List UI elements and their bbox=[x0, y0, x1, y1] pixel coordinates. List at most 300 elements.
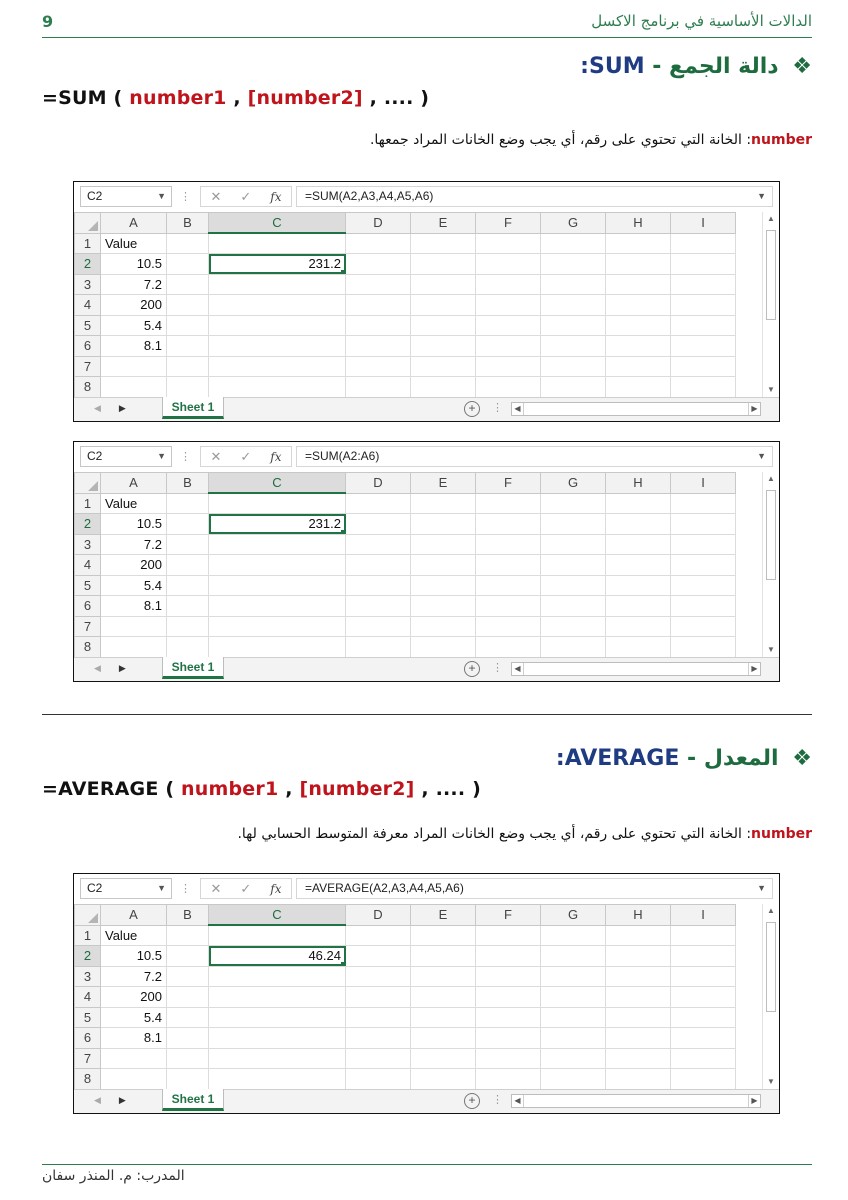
horizontal-scrollbar[interactable] bbox=[511, 662, 761, 676]
cell-g8[interactable] bbox=[541, 637, 606, 658]
cell-f7[interactable] bbox=[476, 1048, 541, 1069]
cell-d7[interactable] bbox=[346, 616, 411, 637]
cell-e2[interactable] bbox=[411, 946, 476, 967]
cell-f4[interactable] bbox=[476, 295, 541, 316]
cell-c2-selected[interactable]: 231.2 bbox=[209, 514, 346, 535]
row-header-8[interactable]: 8 bbox=[75, 637, 101, 658]
drag-handle-icon[interactable]: ⋮ bbox=[180, 451, 191, 463]
cell-c5[interactable] bbox=[209, 575, 346, 596]
cell-e4[interactable] bbox=[411, 295, 476, 316]
cell-f5[interactable] bbox=[476, 575, 541, 596]
cell-g5[interactable] bbox=[541, 575, 606, 596]
cell-a4[interactable]: 200 bbox=[101, 987, 167, 1008]
cell-g1[interactable] bbox=[541, 925, 606, 946]
cell-e4[interactable] bbox=[411, 555, 476, 576]
select-all-corner[interactable] bbox=[75, 905, 101, 926]
column-header-i[interactable]: I bbox=[671, 213, 736, 234]
column-header-g[interactable]: G bbox=[541, 905, 606, 926]
cell-b7[interactable] bbox=[167, 356, 209, 377]
cell-d2[interactable] bbox=[346, 946, 411, 967]
cell-e2[interactable] bbox=[411, 514, 476, 535]
cell-b6[interactable] bbox=[167, 596, 209, 617]
scroll-right-icon[interactable]: ▶ bbox=[748, 663, 760, 675]
row-header-3[interactable]: 3 bbox=[75, 966, 101, 987]
cell-c1[interactable] bbox=[209, 233, 346, 254]
scroll-thumb[interactable] bbox=[766, 490, 776, 580]
sheet-nav-icons[interactable]: ◀ ▶ bbox=[94, 663, 126, 673]
cell-f5[interactable] bbox=[476, 1007, 541, 1028]
cell-g2[interactable] bbox=[541, 254, 606, 275]
column-header-b[interactable]: B bbox=[167, 213, 209, 234]
cell-e5[interactable] bbox=[411, 1007, 476, 1028]
drag-handle-icon[interactable]: ⋮ bbox=[492, 662, 503, 674]
cell-f8[interactable] bbox=[476, 637, 541, 658]
scroll-thumb[interactable] bbox=[766, 230, 776, 320]
cell-b3[interactable] bbox=[167, 274, 209, 295]
cell-h1[interactable] bbox=[606, 233, 671, 254]
name-box[interactable] bbox=[80, 446, 172, 467]
cell-g4[interactable] bbox=[541, 555, 606, 576]
vertical-scrollbar[interactable] bbox=[762, 212, 779, 397]
name-box[interactable] bbox=[80, 186, 172, 207]
cell-e3[interactable] bbox=[411, 274, 476, 295]
cell-b2[interactable] bbox=[167, 946, 209, 967]
cell-g6[interactable] bbox=[541, 596, 606, 617]
cell-b1[interactable] bbox=[167, 493, 209, 514]
cell-i8[interactable] bbox=[671, 637, 736, 658]
cell-g5[interactable] bbox=[541, 1007, 606, 1028]
cell-i3[interactable] bbox=[671, 966, 736, 987]
formula-input[interactable] bbox=[296, 186, 773, 207]
column-header-a[interactable]: A bbox=[101, 213, 167, 234]
cell-g5[interactable] bbox=[541, 315, 606, 336]
cell-h8[interactable] bbox=[606, 1069, 671, 1090]
cell-h2[interactable] bbox=[606, 946, 671, 967]
chevron-down-icon[interactable]: ▼ bbox=[157, 451, 166, 461]
row-header-3[interactable]: 3 bbox=[75, 274, 101, 295]
cell-c2-selected[interactable]: 231.2 bbox=[209, 254, 346, 275]
cell-h1[interactable] bbox=[606, 925, 671, 946]
cell-f2[interactable] bbox=[476, 946, 541, 967]
cell-f7[interactable] bbox=[476, 356, 541, 377]
cell-d3[interactable] bbox=[346, 274, 411, 295]
cell-e5[interactable] bbox=[411, 575, 476, 596]
cell-b3[interactable] bbox=[167, 534, 209, 555]
cell-g3[interactable] bbox=[541, 966, 606, 987]
cell-f3[interactable] bbox=[476, 534, 541, 555]
cell-c3[interactable] bbox=[209, 966, 346, 987]
column-header-a[interactable]: A bbox=[101, 473, 167, 494]
cell-h2[interactable] bbox=[606, 514, 671, 535]
sheet-nav-icons[interactable]: ◀ ▶ bbox=[94, 403, 126, 413]
cell-d1[interactable] bbox=[346, 233, 411, 254]
cell-d5[interactable] bbox=[346, 315, 411, 336]
cell-g4[interactable] bbox=[541, 295, 606, 316]
cell-b5[interactable] bbox=[167, 575, 209, 596]
column-header-c[interactable]: C bbox=[209, 213, 346, 234]
cell-h5[interactable] bbox=[606, 315, 671, 336]
cell-b1[interactable] bbox=[167, 925, 209, 946]
cell-a1[interactable]: Value bbox=[101, 493, 167, 514]
cell-a8[interactable] bbox=[101, 637, 167, 658]
cell-f5[interactable] bbox=[476, 315, 541, 336]
cell-d6[interactable] bbox=[346, 596, 411, 617]
scroll-thumb[interactable] bbox=[766, 922, 776, 1012]
column-header-b[interactable]: B bbox=[167, 905, 209, 926]
row-header-4[interactable]: 4 bbox=[75, 987, 101, 1008]
cell-h7[interactable] bbox=[606, 616, 671, 637]
tab-sheet-1[interactable]: Sheet 1 bbox=[162, 657, 224, 679]
row-header-2[interactable]: 2 bbox=[75, 514, 101, 535]
cell-h6[interactable] bbox=[606, 596, 671, 617]
cell-g6[interactable] bbox=[541, 336, 606, 357]
row-header-3[interactable]: 3 bbox=[75, 534, 101, 555]
cell-d4[interactable] bbox=[346, 555, 411, 576]
cell-c4[interactable] bbox=[209, 295, 346, 316]
cell-d1[interactable] bbox=[346, 925, 411, 946]
name-box[interactable] bbox=[80, 878, 172, 899]
cell-c6[interactable] bbox=[209, 1028, 346, 1049]
vertical-scrollbar[interactable] bbox=[762, 472, 779, 657]
cell-c8[interactable] bbox=[209, 1069, 346, 1090]
cell-a5[interactable]: 5.4 bbox=[101, 1007, 167, 1028]
chevron-down-icon[interactable]: ▼ bbox=[157, 191, 166, 201]
cell-f6[interactable] bbox=[476, 596, 541, 617]
cell-i8[interactable] bbox=[671, 377, 736, 398]
cell-e8[interactable] bbox=[411, 377, 476, 398]
cell-h1[interactable] bbox=[606, 493, 671, 514]
cell-b8[interactable] bbox=[167, 1069, 209, 1090]
cell-f1[interactable] bbox=[476, 925, 541, 946]
cell-f1[interactable] bbox=[476, 493, 541, 514]
cell-b7[interactable] bbox=[167, 616, 209, 637]
cell-e7[interactable] bbox=[411, 1048, 476, 1069]
cell-h7[interactable] bbox=[606, 356, 671, 377]
cell-f3[interactable] bbox=[476, 966, 541, 987]
column-header-e[interactable]: E bbox=[411, 213, 476, 234]
cell-h4[interactable] bbox=[606, 987, 671, 1008]
cell-h7[interactable] bbox=[606, 1048, 671, 1069]
cell-i2[interactable] bbox=[671, 514, 736, 535]
cell-g1[interactable] bbox=[541, 493, 606, 514]
cell-d8[interactable] bbox=[346, 637, 411, 658]
cell-a1[interactable]: Value bbox=[101, 925, 167, 946]
cell-e1[interactable] bbox=[411, 493, 476, 514]
scroll-up-icon[interactable]: ▲ bbox=[767, 214, 775, 223]
scroll-left-icon[interactable]: ◀ bbox=[512, 1095, 524, 1107]
cell-i6[interactable] bbox=[671, 336, 736, 357]
cell-e3[interactable] bbox=[411, 966, 476, 987]
cell-e2[interactable] bbox=[411, 254, 476, 275]
chevron-down-icon[interactable]: ▼ bbox=[157, 883, 166, 893]
cell-c8[interactable] bbox=[209, 377, 346, 398]
cell-i5[interactable] bbox=[671, 575, 736, 596]
cell-a2[interactable]: 10.5 bbox=[101, 514, 167, 535]
tab-sheet-1[interactable]: Sheet 1 bbox=[162, 1089, 224, 1111]
cell-g7[interactable] bbox=[541, 1048, 606, 1069]
cell-i7[interactable] bbox=[671, 1048, 736, 1069]
row-header-1[interactable]: 1 bbox=[75, 233, 101, 254]
cell-d2[interactable] bbox=[346, 254, 411, 275]
column-header-g[interactable]: G bbox=[541, 213, 606, 234]
cell-h4[interactable] bbox=[606, 555, 671, 576]
scroll-right-icon[interactable]: ▶ bbox=[748, 1095, 760, 1107]
add-sheet-icon[interactable]: + bbox=[464, 661, 480, 677]
cell-h3[interactable] bbox=[606, 966, 671, 987]
cancel-icon[interactable]: ✕ bbox=[210, 448, 222, 464]
cell-i5[interactable] bbox=[671, 315, 736, 336]
cell-d3[interactable] bbox=[346, 534, 411, 555]
cell-g1[interactable] bbox=[541, 233, 606, 254]
cell-c7[interactable] bbox=[209, 356, 346, 377]
cell-i7[interactable] bbox=[671, 356, 736, 377]
scroll-down-icon[interactable]: ▼ bbox=[767, 1077, 775, 1086]
chevron-down-icon[interactable]: ▼ bbox=[757, 451, 766, 461]
cell-a2[interactable]: 10.5 bbox=[101, 254, 167, 275]
cell-a6[interactable]: 8.1 bbox=[101, 1028, 167, 1049]
column-header-b[interactable]: B bbox=[167, 473, 209, 494]
cell-c5[interactable] bbox=[209, 315, 346, 336]
cell-c3[interactable] bbox=[209, 274, 346, 295]
scroll-up-icon[interactable]: ▲ bbox=[767, 474, 775, 483]
cell-i2[interactable] bbox=[671, 254, 736, 275]
cell-c4[interactable] bbox=[209, 555, 346, 576]
cell-i2[interactable] bbox=[671, 946, 736, 967]
cell-i4[interactable] bbox=[671, 555, 736, 576]
add-sheet-icon[interactable]: + bbox=[464, 1093, 480, 1109]
cell-a3[interactable]: 7.2 bbox=[101, 966, 167, 987]
drag-handle-icon[interactable]: ⋮ bbox=[180, 883, 191, 895]
cell-b2[interactable] bbox=[167, 514, 209, 535]
cancel-icon[interactable]: ✕ bbox=[210, 880, 222, 896]
row-header-4[interactable]: 4 bbox=[75, 555, 101, 576]
cell-d6[interactable] bbox=[346, 336, 411, 357]
row-header-8[interactable]: 8 bbox=[75, 1069, 101, 1090]
cell-c8[interactable] bbox=[209, 637, 346, 658]
cell-i4[interactable] bbox=[671, 987, 736, 1008]
cell-g3[interactable] bbox=[541, 534, 606, 555]
column-header-a[interactable]: A bbox=[101, 905, 167, 926]
cell-e3[interactable] bbox=[411, 534, 476, 555]
column-header-f[interactable]: F bbox=[476, 473, 541, 494]
cell-b7[interactable] bbox=[167, 1048, 209, 1069]
tab-sheet-1[interactable]: Sheet 1 bbox=[162, 397, 224, 419]
drag-handle-icon[interactable]: ⋮ bbox=[492, 1094, 503, 1106]
cell-g2[interactable] bbox=[541, 946, 606, 967]
cell-g7[interactable] bbox=[541, 356, 606, 377]
column-header-g[interactable]: G bbox=[541, 473, 606, 494]
cell-c1[interactable] bbox=[209, 493, 346, 514]
cell-h5[interactable] bbox=[606, 575, 671, 596]
cell-b1[interactable] bbox=[167, 233, 209, 254]
chevron-down-icon[interactable]: ▼ bbox=[757, 883, 766, 893]
cell-i7[interactable] bbox=[671, 616, 736, 637]
cell-b4[interactable] bbox=[167, 555, 209, 576]
cell-e6[interactable] bbox=[411, 1028, 476, 1049]
row-header-1[interactable]: 1 bbox=[75, 925, 101, 946]
cell-a7[interactable] bbox=[101, 616, 167, 637]
cell-c7[interactable] bbox=[209, 616, 346, 637]
select-all-corner[interactable] bbox=[75, 473, 101, 494]
row-header-6[interactable]: 6 bbox=[75, 1028, 101, 1049]
cell-d7[interactable] bbox=[346, 356, 411, 377]
cell-i1[interactable] bbox=[671, 493, 736, 514]
insert-function-icon[interactable]: fx bbox=[270, 881, 282, 896]
cell-a5[interactable]: 5.4 bbox=[101, 575, 167, 596]
column-header-c[interactable]: C bbox=[209, 905, 346, 926]
row-header-6[interactable]: 6 bbox=[75, 336, 101, 357]
cell-i1[interactable] bbox=[671, 925, 736, 946]
drag-handle-icon[interactable]: ⋮ bbox=[180, 191, 191, 203]
cell-d3[interactable] bbox=[346, 966, 411, 987]
cell-h2[interactable] bbox=[606, 254, 671, 275]
cell-i4[interactable] bbox=[671, 295, 736, 316]
sheet-nav-icons[interactable]: ◀ ▶ bbox=[94, 1095, 126, 1105]
cell-b6[interactable] bbox=[167, 336, 209, 357]
cell-c6[interactable] bbox=[209, 596, 346, 617]
column-header-d[interactable]: D bbox=[346, 473, 411, 494]
cell-a1[interactable]: Value bbox=[101, 233, 167, 254]
cell-g2[interactable] bbox=[541, 514, 606, 535]
column-header-f[interactable]: F bbox=[476, 905, 541, 926]
cell-d5[interactable] bbox=[346, 575, 411, 596]
enter-icon[interactable]: ✓ bbox=[240, 188, 252, 204]
scroll-down-icon[interactable]: ▼ bbox=[767, 645, 775, 654]
row-header-6[interactable]: 6 bbox=[75, 596, 101, 617]
cell-d5[interactable] bbox=[346, 1007, 411, 1028]
cell-g7[interactable] bbox=[541, 616, 606, 637]
column-header-f[interactable]: F bbox=[476, 213, 541, 234]
cell-d8[interactable] bbox=[346, 1069, 411, 1090]
row-header-5[interactable]: 5 bbox=[75, 1007, 101, 1028]
cell-d7[interactable] bbox=[346, 1048, 411, 1069]
row-header-7[interactable]: 7 bbox=[75, 356, 101, 377]
cell-b2[interactable] bbox=[167, 254, 209, 275]
cell-h3[interactable] bbox=[606, 534, 671, 555]
cell-c2-selected[interactable]: 46.24 bbox=[209, 946, 346, 967]
cell-a4[interactable]: 200 bbox=[101, 555, 167, 576]
drag-handle-icon[interactable]: ⋮ bbox=[492, 402, 503, 414]
scroll-right-icon[interactable]: ▶ bbox=[748, 403, 760, 415]
cell-e1[interactable] bbox=[411, 925, 476, 946]
row-header-2[interactable]: 2 bbox=[75, 254, 101, 275]
cell-e7[interactable] bbox=[411, 356, 476, 377]
cell-e8[interactable] bbox=[411, 637, 476, 658]
cell-i3[interactable] bbox=[671, 274, 736, 295]
cell-f2[interactable] bbox=[476, 254, 541, 275]
cell-c4[interactable] bbox=[209, 987, 346, 1008]
column-header-h[interactable]: H bbox=[606, 213, 671, 234]
column-header-h[interactable]: H bbox=[606, 905, 671, 926]
cell-e7[interactable] bbox=[411, 616, 476, 637]
formula-input[interactable] bbox=[296, 446, 773, 467]
cell-f3[interactable] bbox=[476, 274, 541, 295]
cell-f6[interactable] bbox=[476, 1028, 541, 1049]
cell-f2[interactable] bbox=[476, 514, 541, 535]
cell-a6[interactable]: 8.1 bbox=[101, 336, 167, 357]
chevron-down-icon[interactable]: ▼ bbox=[757, 191, 766, 201]
cell-b5[interactable] bbox=[167, 1007, 209, 1028]
row-header-8[interactable]: 8 bbox=[75, 377, 101, 398]
enter-icon[interactable]: ✓ bbox=[240, 880, 252, 896]
cancel-icon[interactable]: ✕ bbox=[210, 188, 222, 204]
row-header-7[interactable]: 7 bbox=[75, 616, 101, 637]
cell-f1[interactable] bbox=[476, 233, 541, 254]
horizontal-scrollbar[interactable] bbox=[511, 402, 761, 416]
column-header-i[interactable]: I bbox=[671, 905, 736, 926]
cell-a6[interactable]: 8.1 bbox=[101, 596, 167, 617]
cell-a5[interactable]: 5.4 bbox=[101, 315, 167, 336]
cell-b5[interactable] bbox=[167, 315, 209, 336]
cell-a7[interactable] bbox=[101, 1048, 167, 1069]
cell-g3[interactable] bbox=[541, 274, 606, 295]
cell-h6[interactable] bbox=[606, 1028, 671, 1049]
column-header-h[interactable]: H bbox=[606, 473, 671, 494]
cell-h5[interactable] bbox=[606, 1007, 671, 1028]
formula-input[interactable] bbox=[296, 878, 773, 899]
cell-d4[interactable] bbox=[346, 295, 411, 316]
column-header-e[interactable]: E bbox=[411, 473, 476, 494]
cell-c7[interactable] bbox=[209, 1048, 346, 1069]
cell-f7[interactable] bbox=[476, 616, 541, 637]
cell-e1[interactable] bbox=[411, 233, 476, 254]
cell-g6[interactable] bbox=[541, 1028, 606, 1049]
cell-c5[interactable] bbox=[209, 1007, 346, 1028]
cell-e4[interactable] bbox=[411, 987, 476, 1008]
cell-b8[interactable] bbox=[167, 377, 209, 398]
cell-c3[interactable] bbox=[209, 534, 346, 555]
cell-b6[interactable] bbox=[167, 1028, 209, 1049]
add-sheet-icon[interactable]: + bbox=[464, 401, 480, 417]
scroll-left-icon[interactable]: ◀ bbox=[512, 663, 524, 675]
column-header-d[interactable]: D bbox=[346, 905, 411, 926]
vertical-scrollbar[interactable] bbox=[762, 904, 779, 1089]
cell-b4[interactable] bbox=[167, 295, 209, 316]
horizontal-scrollbar[interactable] bbox=[511, 1094, 761, 1108]
cell-h8[interactable] bbox=[606, 637, 671, 658]
cell-h8[interactable] bbox=[606, 377, 671, 398]
cell-e5[interactable] bbox=[411, 315, 476, 336]
row-header-2[interactable]: 2 bbox=[75, 946, 101, 967]
insert-function-icon[interactable]: fx bbox=[270, 449, 282, 464]
cell-d6[interactable] bbox=[346, 1028, 411, 1049]
cell-c6[interactable] bbox=[209, 336, 346, 357]
cell-d8[interactable] bbox=[346, 377, 411, 398]
cell-f8[interactable] bbox=[476, 377, 541, 398]
cell-i5[interactable] bbox=[671, 1007, 736, 1028]
cell-b4[interactable] bbox=[167, 987, 209, 1008]
cell-a3[interactable]: 7.2 bbox=[101, 534, 167, 555]
cell-f4[interactable] bbox=[476, 987, 541, 1008]
cell-g8[interactable] bbox=[541, 377, 606, 398]
cell-f4[interactable] bbox=[476, 555, 541, 576]
cell-i8[interactable] bbox=[671, 1069, 736, 1090]
select-all-corner[interactable] bbox=[75, 213, 101, 234]
column-header-c[interactable]: C bbox=[209, 473, 346, 494]
cell-g8[interactable] bbox=[541, 1069, 606, 1090]
cell-i6[interactable] bbox=[671, 596, 736, 617]
cell-f8[interactable] bbox=[476, 1069, 541, 1090]
column-header-i[interactable]: I bbox=[671, 473, 736, 494]
cell-d4[interactable] bbox=[346, 987, 411, 1008]
cell-a2[interactable]: 10.5 bbox=[101, 946, 167, 967]
cell-g4[interactable] bbox=[541, 987, 606, 1008]
column-header-e[interactable]: E bbox=[411, 905, 476, 926]
scroll-down-icon[interactable]: ▼ bbox=[767, 385, 775, 394]
cell-e6[interactable] bbox=[411, 336, 476, 357]
cell-f6[interactable] bbox=[476, 336, 541, 357]
cell-b3[interactable] bbox=[167, 966, 209, 987]
